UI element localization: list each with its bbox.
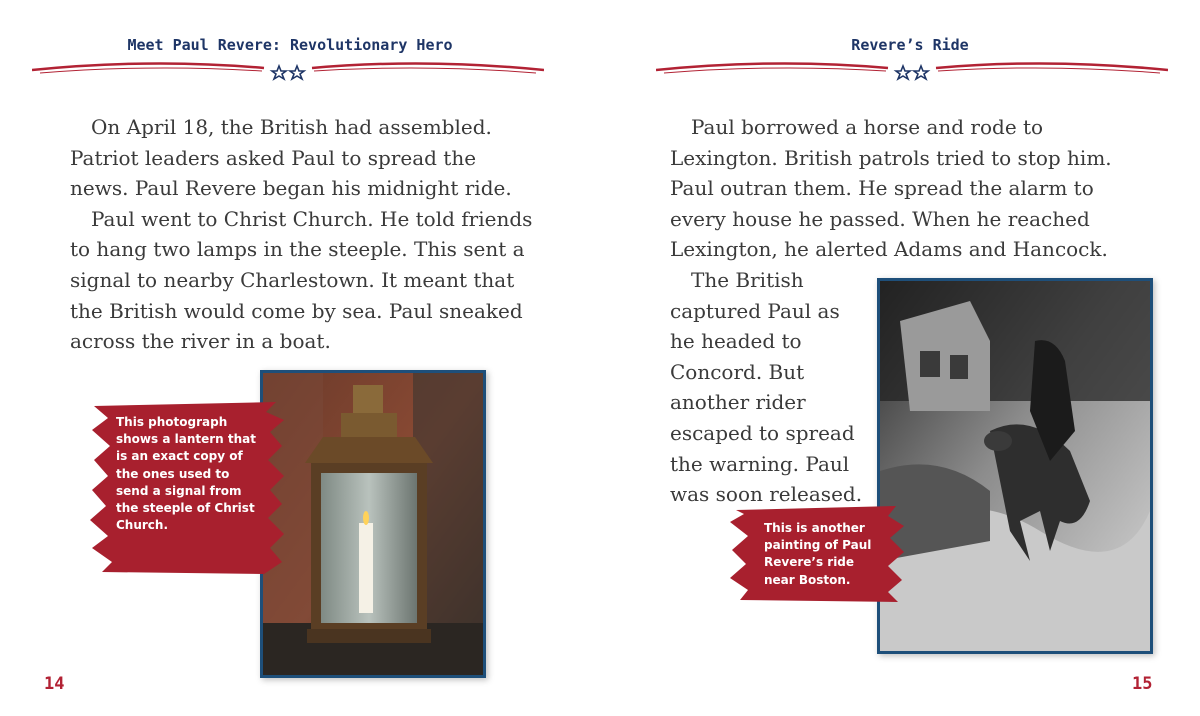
header-swash-rule bbox=[32, 58, 544, 82]
horse-rider-painting bbox=[877, 278, 1153, 654]
caption-text: This is another painting of Paul Revere’s ride near Boston. bbox=[764, 521, 872, 587]
lantern-photo bbox=[260, 370, 486, 678]
stars-ornament-icon bbox=[896, 66, 928, 79]
horse-rider-icon bbox=[880, 281, 1150, 651]
page-number: 15 bbox=[1132, 674, 1153, 694]
painting-caption bbox=[728, 504, 906, 604]
right-paragraph-1: Paul borrowed a horse and rode to Lexington. British patrols tried to stop him. Paul outran them. He spread the alarm to every house he passed. When he reached Lexington, he alerted Adams and Hancock. bbox=[670, 115, 1112, 262]
left-paragraph-2: Paul went to Christ Church. He told friends to hang two lamps in the steeple. This sent a signal to nearby Charlestown. It meant that the British would come by sea. Paul sneaked across the river in a boat. bbox=[70, 206, 533, 354]
left-body-text bbox=[70, 112, 540, 357]
right-body-text-top bbox=[670, 112, 1145, 265]
lantern-caption bbox=[88, 398, 288, 578]
left-paragraph-1: On April 18, the British had assembled. Patriot leaders asked Paul to spread the news. Paul Revere began his midnight ride. bbox=[70, 115, 512, 201]
caption-text: This photograph shows a lantern that is an exact copy of the ones used to send a signal from the steeple of Christ Church. bbox=[116, 415, 256, 533]
page-header-title: Meet Paul Revere: Revolutionary Hero bbox=[127, 36, 453, 54]
stars-ornament-icon bbox=[272, 66, 304, 79]
right-paragraph-2: The British captured Paul as he headed to Concord. But another rider escaped to spread the warning. Paul was soon released. bbox=[670, 268, 863, 507]
right-page bbox=[600, 0, 1200, 716]
page-header-title: Revere’s Ride bbox=[851, 36, 969, 54]
lantern-icon bbox=[263, 373, 483, 675]
right-body-text-wrap bbox=[670, 265, 870, 510]
page-number: 14 bbox=[44, 674, 65, 694]
header-swash-rule bbox=[656, 58, 1168, 82]
